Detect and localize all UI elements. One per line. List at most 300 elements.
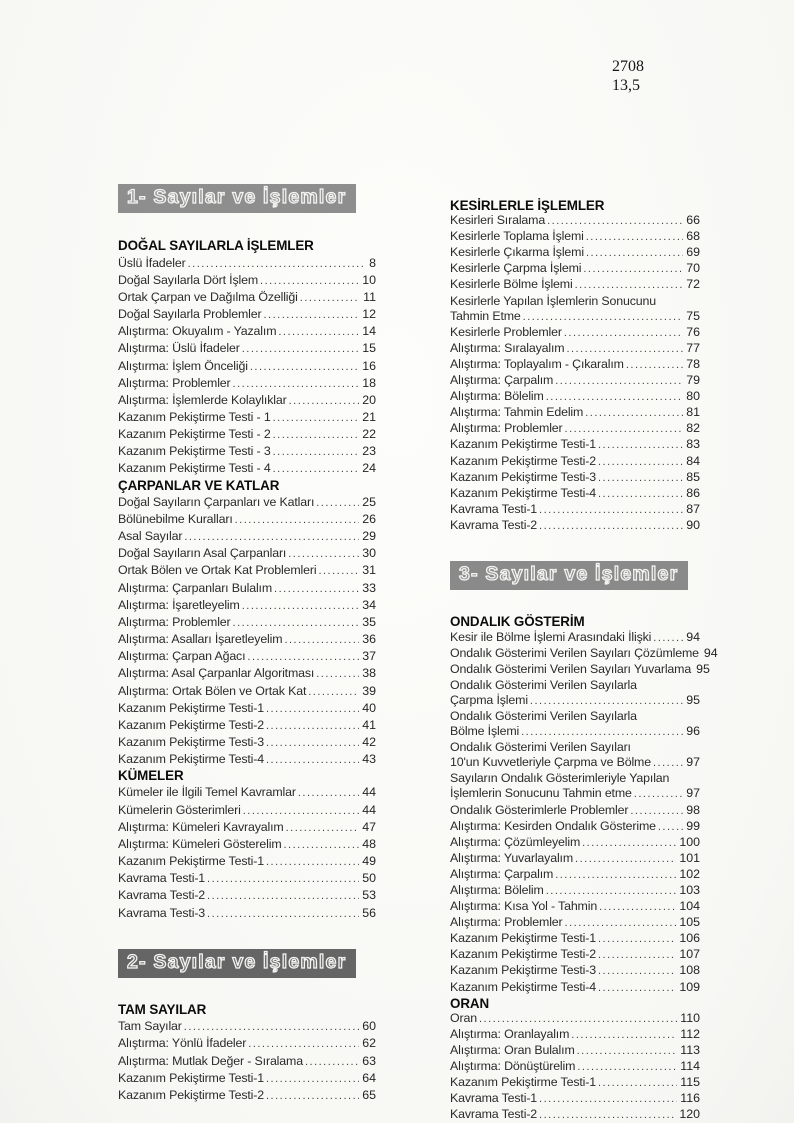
dot-leader xyxy=(263,307,359,323)
dot-leader xyxy=(658,820,683,835)
toc-entry xyxy=(118,409,376,426)
toc-entry xyxy=(118,700,376,717)
toc-entry xyxy=(450,245,700,261)
dot-leader xyxy=(266,1071,359,1087)
dot-leader xyxy=(266,701,359,717)
toc-entry-page: 10 xyxy=(362,272,376,287)
toc-entry xyxy=(118,562,376,579)
dot-leader xyxy=(571,1028,677,1043)
toc-entry-label: Doğal Sayıların Asal Çarpanları xyxy=(118,546,287,561)
toc-entry xyxy=(450,819,700,835)
toc-entry-label: Alıştırma: Tahmin Edelim xyxy=(450,405,584,420)
toc-entry-page: 80 xyxy=(686,389,700,404)
chapter-banner xyxy=(118,184,356,213)
toc-entry-page: 72 xyxy=(686,277,700,292)
toc-entry xyxy=(450,470,700,486)
toc-entry xyxy=(450,661,710,678)
toc-entry xyxy=(118,323,376,340)
print-code xyxy=(612,57,644,95)
toc-entry xyxy=(450,1107,700,1123)
toc-entry-page: 12 xyxy=(362,307,376,322)
toc-entry-label: Ondalık Gösterimi Verilen Sayıları xyxy=(450,740,631,755)
dot-leader xyxy=(634,787,683,802)
toc-entry-wrap-line xyxy=(450,294,700,309)
toc-entry-page: 62 xyxy=(362,1036,376,1051)
toc-entry-page: 109 xyxy=(679,979,700,994)
toc-entry xyxy=(450,389,700,405)
toc-entry-page: 81 xyxy=(686,405,700,420)
toc-entry-label: Alıştırma: Problemler xyxy=(118,614,231,629)
toc-entry-label: Kesir ile Bölme İşlemi Arasındaki İlişki xyxy=(450,629,652,644)
toc-entry xyxy=(118,853,376,870)
toc-entry xyxy=(118,683,376,700)
toc-entry xyxy=(118,734,376,751)
toc-entry xyxy=(450,1011,700,1027)
dot-leader xyxy=(555,868,676,883)
dot-leader xyxy=(539,1092,677,1107)
toc-entry xyxy=(450,213,700,229)
toc-entry-page: 94 xyxy=(703,645,718,660)
toc-entry-label: Ondalık Gösterimi Verilen Sayıları Çözümleme xyxy=(450,645,699,660)
toc-entry xyxy=(118,648,376,665)
toc-entry-page: 68 xyxy=(686,229,700,244)
toc-entry-label: Alıştırma: Asal Çarpanlar Algoritması xyxy=(118,666,315,681)
toc-entry-page: 30 xyxy=(362,546,376,561)
toc-entry-label: Kavrama Testi-2 xyxy=(450,1107,538,1122)
toc-entry-page: 56 xyxy=(362,905,376,920)
toc-entry-page: 69 xyxy=(686,245,700,260)
dot-leader xyxy=(286,820,360,836)
toc-entry-page: 106 xyxy=(679,931,700,946)
toc-entry-wrap-line xyxy=(450,740,700,755)
section-title: KÜMELER xyxy=(118,768,184,784)
toc-entry-page: 35 xyxy=(362,614,376,629)
dot-leader xyxy=(273,410,360,426)
chapter-banner xyxy=(118,949,356,978)
dot-leader xyxy=(586,230,683,245)
dot-leader xyxy=(233,615,360,631)
toc-entry xyxy=(118,358,376,375)
toc-entry-page: 63 xyxy=(362,1053,376,1068)
toc-entry-label: Kazanım Pekiştirme Testi - 1 xyxy=(118,410,271,424)
toc-entry-page: 95 xyxy=(696,661,710,676)
toc-entry-label: Alıştırma: Problemler xyxy=(450,421,563,436)
toc-entry-page: 20 xyxy=(362,392,376,407)
dot-leader xyxy=(316,495,359,511)
toc-entry-label: Alıştırma: Sıralayalım xyxy=(450,340,565,355)
toc-entry-label: Kazanım Pekiştirme Testi-2 xyxy=(118,717,264,732)
dot-leader xyxy=(479,1012,677,1027)
dot-leader xyxy=(583,262,683,277)
dot-leader xyxy=(274,581,359,597)
toc-entry-page: 65 xyxy=(362,1087,376,1102)
toc-entry xyxy=(450,980,700,996)
toc-entry xyxy=(450,630,700,646)
toc-entry-label: Alıştırma: Kesirden Ondalık Gösterime xyxy=(450,818,656,833)
toc-entry-label: Asal Sayılar xyxy=(118,529,183,544)
toc-entry xyxy=(450,867,700,883)
dot-leader xyxy=(546,884,677,899)
toc-entry-page: 24 xyxy=(362,461,376,476)
toc-entry-page: 112 xyxy=(680,1026,700,1041)
toc-entry-page: 26 xyxy=(362,511,376,526)
toc-entry xyxy=(118,340,376,357)
toc-entry-label: Kazanım Pekiştirme Testi-1 xyxy=(118,1070,264,1085)
toc-entry xyxy=(118,392,376,409)
toc-entry-page: 33 xyxy=(362,580,376,595)
dot-leader xyxy=(184,1019,359,1035)
toc-entry-label: Kavrama Testi-1 xyxy=(450,1091,538,1106)
dot-leader xyxy=(630,804,683,819)
toc-entry xyxy=(450,309,700,325)
dot-leader xyxy=(273,427,360,443)
dot-leader xyxy=(523,310,684,325)
dot-leader xyxy=(288,546,359,562)
toc-entry xyxy=(118,1018,376,1035)
toc-entry-label: Alıştırma: Çarpanları Bulalım xyxy=(118,580,273,595)
toc-entry xyxy=(118,614,376,631)
toc-entry-page: 98 xyxy=(686,802,700,817)
toc-entry-label: Alıştırma: Yönlü İfadeler xyxy=(118,1036,247,1051)
toc-entry-page: 115 xyxy=(680,1075,700,1090)
toc-entry-label: Ortak Çarpan ve Dağılma Özelliği xyxy=(118,289,298,304)
toc-entry xyxy=(118,887,376,904)
toc-entry-label: Kazanım Pekiştirme Testi-4 xyxy=(450,485,596,500)
toc-entry-page: 113 xyxy=(680,1042,700,1057)
toc-entry-label: Kesirlerle Toplama İşlemi xyxy=(450,229,584,244)
toc-entry-page: 75 xyxy=(686,308,700,323)
dot-leader xyxy=(585,406,683,421)
dot-leader xyxy=(575,852,676,867)
toc-entry xyxy=(118,289,376,306)
toc-entry-label: Kazanım Pekiştirme Testi-3 xyxy=(450,469,596,484)
dot-leader xyxy=(260,273,359,289)
dot-leader xyxy=(598,948,676,963)
chapter-banner-label: 3- Sayılar ve İşlemler xyxy=(459,562,679,585)
toc-entry xyxy=(118,802,376,819)
toc-entry-label: Kesirlerle Çıkarma İşlemi xyxy=(450,245,584,260)
toc-entry xyxy=(118,870,376,887)
toc-entry-label: Kazanım Pekiştirme Testi-4 xyxy=(450,979,596,994)
dot-leader xyxy=(582,836,676,851)
dot-leader xyxy=(207,906,359,922)
toc-entry-page: 49 xyxy=(362,854,376,869)
dot-leader xyxy=(598,932,676,947)
toc-entry xyxy=(450,1027,700,1043)
toc-entry xyxy=(450,486,700,502)
toc-entry xyxy=(118,631,376,648)
toc-entry-page: 8 xyxy=(369,255,376,270)
toc-entry xyxy=(118,665,376,682)
dot-leader xyxy=(188,256,366,272)
toc-entry xyxy=(450,803,700,819)
dot-leader xyxy=(300,290,360,306)
toc-entry-page: 103 xyxy=(679,883,700,897)
toc-entry xyxy=(450,851,700,867)
toc-entry xyxy=(450,693,700,709)
toc-entry-label: Kazanım Pekiştirme Testi-3 xyxy=(118,734,264,749)
toc-entry-label: Ondalık Gösterimi Verilen Sayılarla xyxy=(450,677,637,692)
toc-entry xyxy=(450,261,700,277)
toc-entry xyxy=(118,545,376,562)
toc-entry xyxy=(450,755,700,771)
dot-leader xyxy=(233,376,360,392)
toc-entry-label: Alıştırma: İşaretleyelim xyxy=(118,597,240,612)
toc-entry-label: Alıştırma: Oranlayalım xyxy=(450,1026,570,1041)
toc-entry-label: Alıştırma: Bölelim xyxy=(450,883,544,897)
toc-entry-page: 83 xyxy=(686,437,700,452)
toc-entry-label: Doğal Sayıların Çarpanları ve Katları xyxy=(118,494,315,509)
toc-entry-label: Bölme İşlemi xyxy=(450,724,520,739)
toc-entry-page: 15 xyxy=(362,341,376,356)
toc-entry-page: 31 xyxy=(362,563,376,578)
toc-entry xyxy=(118,511,376,528)
toc-left-column xyxy=(118,184,376,1104)
toc-entry-label: Kümelerin Gösterimleri xyxy=(118,802,241,817)
toc-entry-page: 70 xyxy=(686,261,700,276)
toc-entry-page: 37 xyxy=(362,649,376,664)
toc-entry-page: 97 xyxy=(686,755,700,770)
toc-entry-page: 77 xyxy=(686,340,700,355)
toc-entry-page: 108 xyxy=(679,963,700,978)
toc-entry xyxy=(118,717,376,734)
toc-entry-page: 78 xyxy=(686,356,700,371)
toc-entry-label: Alıştırma: Toplayalım - Çıkaralım xyxy=(450,356,624,371)
dot-leader xyxy=(242,341,359,357)
toc-entry-page: 95 xyxy=(686,692,700,707)
toc-entry-label: Kazanım Pekiştirme Testi-2 xyxy=(450,453,596,468)
toc-entry-label: Kavrama Testi-2 xyxy=(118,888,206,903)
toc-entry-page: 50 xyxy=(362,871,376,886)
toc-entry-label: Alıştırma: Yuvarlayalım xyxy=(450,850,574,865)
toc-entry-page: 60 xyxy=(362,1019,376,1034)
toc-right-column xyxy=(450,198,718,1123)
chapter-banner xyxy=(450,561,688,590)
toc-entry-page: 110 xyxy=(680,1010,700,1025)
toc-entry-page: 36 xyxy=(362,632,376,647)
dot-leader xyxy=(577,1044,678,1059)
dot-leader xyxy=(289,393,360,409)
dot-leader xyxy=(284,837,360,853)
dot-leader xyxy=(242,598,359,614)
toc-entry xyxy=(450,1075,700,1091)
toc-entry-label: Kavrama Testi-1 xyxy=(118,871,206,886)
toc-entry-page: 107 xyxy=(679,947,700,962)
toc-entry-label: İşlemlerin Sonucunu Tahmin etme xyxy=(450,786,632,801)
toc-entry xyxy=(450,915,700,931)
toc-entry-page: 94 xyxy=(686,629,700,644)
toc-entry-label: Alıştırma: Çözümleyelim xyxy=(450,834,581,849)
toc-entry-label: Kesirlerle Problemler xyxy=(450,324,562,339)
section-title: ÇARPANLAR VE KATLAR xyxy=(118,477,280,493)
toc-entry-label: 10'un Kuvvetleriyle Çarpma ve Bölme xyxy=(450,755,651,770)
dot-leader xyxy=(308,684,359,700)
toc-entry-page: 116 xyxy=(680,1091,700,1106)
toc-entry-label: Sayıların Ondalık Gösterimleriyle Yapılan xyxy=(450,771,670,786)
toc-entry xyxy=(118,580,376,597)
dot-leader xyxy=(565,916,677,931)
dot-leader xyxy=(598,438,683,453)
toc-entry xyxy=(450,373,700,389)
toc-entry xyxy=(450,357,700,373)
toc-entry-page: 76 xyxy=(686,324,700,339)
toc-entry xyxy=(118,255,376,272)
toc-entry-label: Alıştırma: İşlem Önceliği xyxy=(118,358,248,373)
toc-entry-wrap-line xyxy=(450,771,700,786)
print-code-line2: 13,5 xyxy=(612,77,640,94)
toc-entry-label: Kavrama Testi-1 xyxy=(450,501,538,516)
toc-entry-label: Tahmin Etme xyxy=(450,308,521,323)
chapter-banner-label: 1- Sayılar ve İşlemler xyxy=(127,186,347,208)
toc-entry-label: Kavrama Testi-2 xyxy=(450,517,538,532)
toc-entry xyxy=(450,502,700,518)
dot-leader xyxy=(266,854,359,870)
toc-entry-label: Doğal Sayılarla Problemler xyxy=(118,307,262,322)
dot-leader xyxy=(298,785,359,801)
toc-entry-page: 14 xyxy=(362,324,376,339)
dot-leader xyxy=(284,632,359,648)
toc-entry-page: 97 xyxy=(686,786,700,801)
toc-entry xyxy=(118,460,376,477)
toc-entry-page: 23 xyxy=(362,444,376,459)
dot-leader xyxy=(598,471,683,486)
dot-leader xyxy=(273,461,360,477)
toc-entry xyxy=(450,931,700,947)
toc-entry-page: 34 xyxy=(362,597,376,612)
toc-entry xyxy=(118,597,376,614)
toc-entry-label: Çarpma İşlemi xyxy=(450,692,528,707)
toc-entry-label: Alıştırma: Asalları İşaretleyelim xyxy=(118,632,283,647)
toc-entry xyxy=(118,819,376,836)
dot-leader xyxy=(539,519,683,534)
toc-entry-page: 100 xyxy=(679,834,700,849)
dot-leader xyxy=(653,631,683,646)
toc-entry-page: 18 xyxy=(362,375,376,390)
dot-leader xyxy=(598,487,683,502)
toc-entry xyxy=(118,375,376,392)
dot-leader xyxy=(184,529,359,545)
section-title: ONDALIK GÖSTERİM xyxy=(450,614,585,630)
toc-entry xyxy=(450,1043,700,1059)
dot-leader xyxy=(564,326,683,341)
toc-entry-label: Oran xyxy=(450,1010,477,1025)
toc-entry xyxy=(450,786,700,802)
toc-entry xyxy=(118,426,376,443)
dot-leader xyxy=(305,1054,359,1070)
dot-leader xyxy=(546,390,684,405)
toc-entry-page: 38 xyxy=(362,666,376,681)
print-code-line1: 2708 xyxy=(612,58,644,75)
toc-entry-label: Ortak Bölen ve Ortak Kat Problemleri xyxy=(118,563,317,578)
chapter-banner-label: 2- Sayılar ve İşlemler xyxy=(127,950,347,973)
toc-entry xyxy=(118,528,376,545)
dot-leader xyxy=(566,342,683,357)
toc-entry-page: 105 xyxy=(679,915,700,930)
dot-leader xyxy=(626,358,683,373)
toc-entry-page: 53 xyxy=(362,888,376,903)
toc-entry-page: 44 xyxy=(362,785,376,800)
toc-entry-label: Alıştırma: Kümeleri Kavrayalım xyxy=(118,819,284,834)
toc-entry-label: Kazanım Pekiştirme Testi-1 xyxy=(450,437,596,452)
dot-leader xyxy=(248,1036,359,1052)
toc-entry-page: 64 xyxy=(362,1070,376,1085)
toc-entry xyxy=(450,883,700,899)
toc-entry xyxy=(118,836,376,853)
dot-leader xyxy=(266,718,359,734)
toc-entry-label: Alıştırma: Ortak Bölen ve Ortak Kat xyxy=(118,683,307,698)
dot-leader xyxy=(266,735,359,751)
dot-leader xyxy=(521,725,683,740)
dot-leader xyxy=(266,1088,359,1104)
dot-leader xyxy=(539,1108,676,1123)
toc-entry xyxy=(118,1035,376,1052)
dot-leader xyxy=(598,1076,677,1091)
section-title: ORAN xyxy=(450,995,490,1011)
toc-entry-page: 22 xyxy=(362,427,376,442)
toc-entry-page: 90 xyxy=(686,517,700,532)
dot-leader xyxy=(598,964,676,979)
toc-entry xyxy=(118,1070,376,1087)
toc-entry-label: Alıştırma: Problemler xyxy=(118,375,231,390)
toc-entry-label: Kesirlerle Yapılan İşlemlerin Sonucunu xyxy=(450,293,656,308)
toc-entry xyxy=(118,751,376,768)
dot-leader xyxy=(243,803,359,819)
dot-leader xyxy=(278,324,359,340)
toc-entry xyxy=(118,443,376,460)
toc-entry xyxy=(118,306,376,323)
toc-entry-label: Tam Sayılar xyxy=(118,1019,182,1034)
dot-leader xyxy=(207,888,359,904)
toc-entry xyxy=(118,494,376,511)
toc-entry xyxy=(450,437,700,453)
toc-entry-page: 79 xyxy=(686,373,700,388)
toc-entry-label: Alıştırma: Üslü İfadeler xyxy=(118,341,240,356)
toc-entry xyxy=(450,724,700,740)
toc-entry-label: Alıştırma: İşlemlerde Kolaylıklar xyxy=(118,392,287,407)
toc-entry-page: 82 xyxy=(686,421,700,436)
toc-entry-page: 104 xyxy=(679,899,700,914)
toc-entry xyxy=(450,645,718,662)
toc-entry xyxy=(450,421,700,437)
dot-leader xyxy=(530,694,683,709)
toc-entry-page: 86 xyxy=(686,485,700,500)
dot-leader xyxy=(250,359,359,375)
toc-entry xyxy=(450,947,700,963)
toc-entry-page: 85 xyxy=(686,469,700,484)
dot-leader xyxy=(555,374,683,389)
dot-leader xyxy=(586,246,683,261)
toc-entry xyxy=(118,1087,376,1104)
dot-leader xyxy=(547,214,683,229)
toc-entry-label: Kesirleri Sıralama xyxy=(450,213,546,228)
toc-entry-page: 47 xyxy=(362,819,376,834)
dot-leader xyxy=(539,503,683,518)
section-title: DOĞAL SAYILARLA İŞLEMLER xyxy=(118,238,314,254)
toc-entry-page: 43 xyxy=(362,752,376,767)
section-title: KESİRLERLE İŞLEMLER xyxy=(450,198,605,213)
toc-entry-label: Alıştırma: Çarpan Ağacı xyxy=(118,649,246,664)
toc-entry-page: 99 xyxy=(686,818,700,833)
toc-entry-page: 16 xyxy=(362,358,376,373)
toc-entry-label: Kazanım Pekiştirme Testi - 3 xyxy=(118,444,271,459)
toc-entry-page: 42 xyxy=(362,734,376,749)
toc-entry-label: Alıştırma: Mutlak Değer - Sıralama xyxy=(118,1053,303,1068)
toc-entry xyxy=(118,1053,376,1070)
toc-entry-page: 66 xyxy=(686,213,700,228)
toc-entry-label: Kazanım Pekiştirme Testi - 2 xyxy=(118,427,271,442)
toc-entry xyxy=(450,325,700,341)
toc-entry-label: Kesirlerle Bölme İşlemi xyxy=(450,277,573,292)
